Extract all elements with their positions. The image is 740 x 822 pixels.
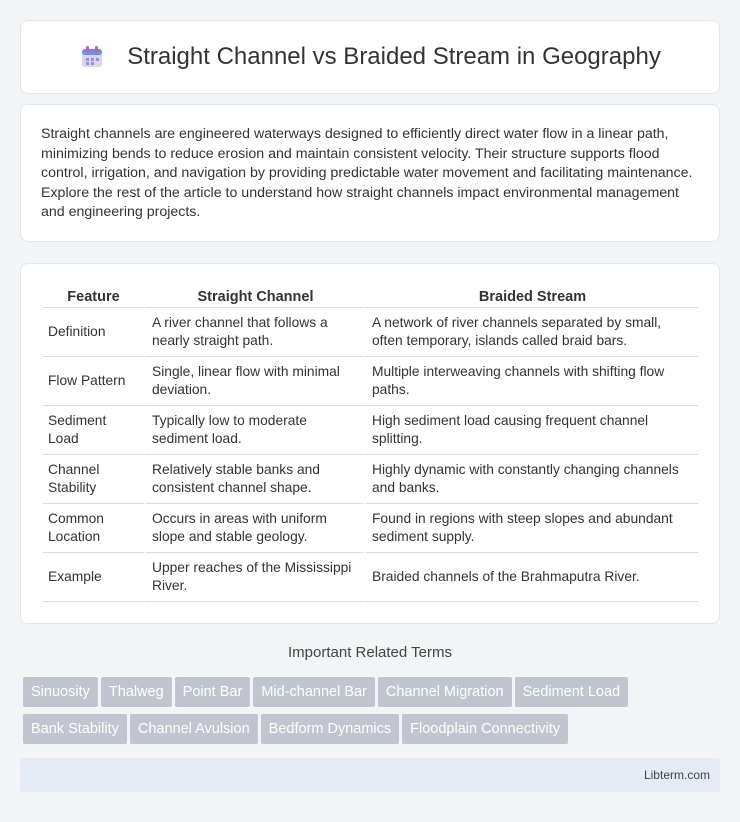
table-row bbox=[43, 357, 698, 406]
straight-cell: Occurs in areas with uniform slope and stable geology. bbox=[144, 504, 364, 553]
table-row bbox=[43, 406, 698, 455]
footer bbox=[20, 758, 720, 792]
braided-cell: Found in regions with steep slopes and abundant sediment supply. bbox=[364, 504, 698, 553]
header-card bbox=[20, 20, 720, 94]
header-straight-channel: Straight Channel bbox=[144, 286, 364, 308]
feature-cell: Channel Stability bbox=[43, 455, 144, 504]
braided-cell: Multiple interweaving channels with shifting flow paths. bbox=[364, 357, 698, 406]
term-tag[interactable]: Sediment Load bbox=[515, 677, 629, 707]
term-tag[interactable]: Channel Avulsion bbox=[130, 714, 258, 744]
feature-cell: Definition bbox=[43, 308, 144, 357]
table-row bbox=[43, 553, 698, 602]
header-feature: Feature bbox=[43, 286, 144, 308]
braided-cell: High sediment load causing frequent channel splitting. bbox=[364, 406, 698, 455]
braided-cell: Highly dynamic with constantly changing channels and banks. bbox=[364, 455, 698, 504]
table-row bbox=[43, 455, 698, 504]
term-tag[interactable]: Bank Stability bbox=[23, 714, 127, 744]
term-tag[interactable]: Channel Migration bbox=[378, 677, 512, 707]
term-tag[interactable]: Thalweg bbox=[101, 677, 172, 707]
page-title: Straight Channel vs Braided Stream in Geography bbox=[127, 43, 661, 70]
intro-text: Straight channels are engineered waterways designed to efficiently direct water flow in a linear path, minimizing bends to reduce erosion and maintain consistent velocity. Their structure supports flood control, irrigation, and navigation by providing predictable water movement and facilitating maintenance. Explore the rest of the article to understand how straight channels impact environmental management and engineering projects. bbox=[41, 126, 693, 220]
calendar-icon bbox=[79, 44, 105, 70]
feature-cell: Example bbox=[43, 553, 144, 602]
comparison-table bbox=[43, 286, 698, 602]
intro-card bbox=[20, 104, 720, 242]
term-tag[interactable]: Floodplain Connectivity bbox=[402, 714, 568, 744]
comparison-card bbox=[20, 263, 720, 624]
footer-site-link[interactable]: Libterm.com bbox=[643, 768, 710, 782]
feature-cell: Sediment Load bbox=[43, 406, 144, 455]
feature-cell: Common Location bbox=[43, 504, 144, 553]
straight-cell: Single, linear flow with minimal deviation. bbox=[144, 357, 364, 406]
table-row bbox=[43, 504, 698, 553]
term-tag[interactable]: Sinuosity bbox=[23, 677, 98, 707]
feature-cell: Flow Pattern bbox=[43, 357, 144, 406]
straight-cell: Upper reaches of the Mississippi River. bbox=[144, 553, 364, 602]
term-tag[interactable]: Bedform Dynamics bbox=[261, 714, 399, 744]
related-terms-list bbox=[23, 677, 723, 751]
term-tag[interactable]: Point Bar bbox=[175, 677, 251, 707]
table-row bbox=[43, 308, 698, 357]
straight-cell: A river channel that follows a nearly straight path. bbox=[144, 308, 364, 357]
straight-cell: Typically low to moderate sediment load. bbox=[144, 406, 364, 455]
table-header-row bbox=[43, 286, 698, 308]
straight-cell: Relatively stable banks and consistent channel shape. bbox=[144, 455, 364, 504]
term-tag[interactable]: Mid-channel Bar bbox=[253, 677, 375, 707]
braided-cell: Braided channels of the Brahmaputra River. bbox=[364, 553, 698, 602]
related-terms-title: Important Related Terms bbox=[288, 644, 452, 661]
header-braided-stream: Braided Stream bbox=[364, 286, 698, 308]
braided-cell: A network of river channels separated by small, often temporary, islands called braid bars. bbox=[364, 308, 698, 357]
